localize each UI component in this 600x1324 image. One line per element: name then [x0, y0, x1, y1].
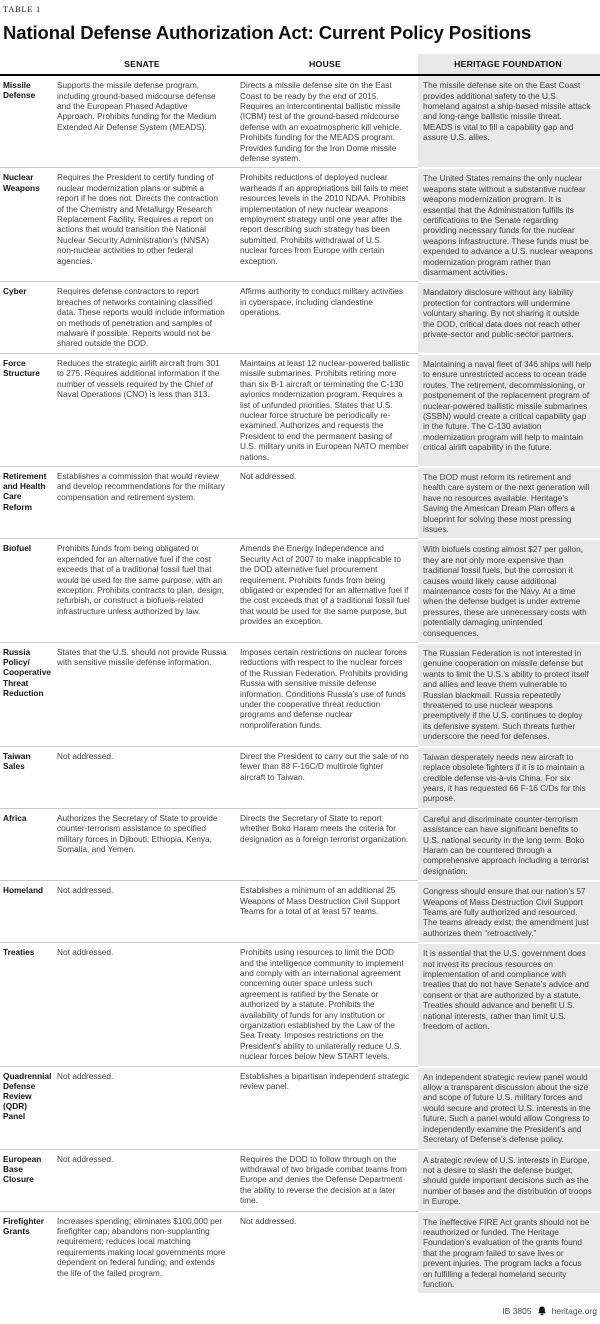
table-row: [0, 353, 600, 466]
table-number-label: TABLE 1: [3, 4, 41, 14]
row-topic-label: Russia Policy/ Cooperative Threat Reduction: [0, 642, 55, 746]
house-position-cell: Prohibits using resources to limit the DOD and the intelligence community to implement and comply with an international agreement concerning outer space unless such agreement is ratified by the Senate or authorized by a statute. Prohibits the availability of funds for any institution or organization established by the Law of the Sea Treaty. Imposes restrictions on the President’s ability to unilaterally reduce U.S. nuclear forces below New START levels.: [235, 942, 418, 1065]
row-topic-label: Retirement and Health Care Reform: [0, 466, 55, 538]
table-row: [0, 281, 600, 352]
heritage-position-cell: The ineffective FIRE Act grants should not be reauthorized or funded. The Heritage Foundation’s evaluation of the grants found that the program failed to save lives or prevent injuries. The program lacks a focus on fulfilling a federal homeland security function.: [418, 1211, 600, 1294]
heritage-position-cell: Careful and discriminate counter-terrorism assistance can have significant benefits to U.S. national security in the long term. Boko Haram can be countered through a comprehensive approach including a terrorist designation.: [418, 808, 600, 880]
row-topic-label: Nuclear Weapons: [0, 167, 55, 281]
house-position-cell: Maintains at least 12 nuclear-powered ballistic missile submarines. Prohibits retiring more than six B-1 aircraft or terminating the C-130 avionics modernization program. Requires a list of unfunded priorities. States that U.S. nuclear force structure be periodically re-examined. Authorizes and requests the President to end the permanent basing of U.S. military units in European NATO member nations.: [235, 353, 418, 466]
table-row: [0, 167, 600, 281]
house-position-cell: Direct the President to carry out the sale of no fewer than 88 F-16C/D multirole fighter aircraft to Taiwan.: [235, 746, 418, 808]
house-position-cell: Directs the Secretary of State to report whether Boko Haram meets the criteria for designation as a foreign terrorist organization.: [235, 808, 418, 880]
table-row: [0, 808, 600, 880]
table-row: [0, 466, 600, 538]
heritage-position-cell: It is essential that the U.S. government does not invest its precious resources on implementation of and compliance with treaties that do not have Senate’s advice and consent or that are authorized by a statute. Treaties should advance and benefit U.S. national interests, rather than limit U.S. freedom of action.: [418, 942, 600, 1065]
table-header-row: [0, 54, 600, 76]
table-row: [0, 746, 600, 808]
senate-position-cell: Not addressed.: [55, 880, 235, 942]
senate-position-cell: Establishes a commission that would review and develop recommendations for the military compensation and retirement system.: [55, 466, 235, 538]
row-topic-label: Biofuel: [0, 538, 55, 642]
house-position-cell: Requires the DOD to follow through on the withdrawal of two brigade combat teams from Europe and denies the Defense Department the ability to reverse the decision at a later time.: [235, 1149, 418, 1211]
policy-positions-table: [0, 54, 600, 1293]
row-topic-label: Cyber: [0, 281, 55, 352]
house-position-cell: Not addressed.: [235, 466, 418, 538]
table-row: [0, 942, 600, 1065]
table-row: [0, 76, 600, 167]
senate-position-cell: Authorizes the Secretary of State to provide counter-terrorism assistance to specified military forces in Djibouti, Ethiopia, Kenya, Somalia, and Yemen.: [55, 808, 235, 880]
senate-position-cell: Not addressed.: [55, 1066, 235, 1149]
table-row: [0, 538, 600, 642]
senate-position-cell: Not addressed.: [55, 746, 235, 808]
row-topic-label: Missile Defense: [3, 80, 36, 101]
house-position-cell: Imposes certain restrictions on nuclear forces reductions with respect to the nuclear forces of the Russian Federation. Prohibits providing Russia with sensitive missile defense information. Conditions Russia’s use of funds under the cooperative threat reduction programs and defense nuclear nonproliferation funds.: [235, 642, 418, 746]
heritage-position-cell: Maintaining a naval fleet of 346 ships will help to ensure unrestricted access to ocean trade routes. The retirement, decommissioning, or postponement of the replacement program of nuclear-powered ballistic missile submarines (SSBN) would create a critical capability gap in the future. The C-130 aviation modernization program will help to maintain critical airlift capability in the future.: [418, 353, 600, 466]
row-topic-label: Treaties: [0, 942, 55, 1065]
heritage-position-cell: With biofuels costing almost $27 per gallon, they are not only more expensive than traditional fossil fuels, but the corrosion it causes would likely cause additional maintenance costs for the Navy. At a time when the defense budget is under extreme pressures, these are unnecessary costs with potentially damaging unintended consequences.: [418, 538, 600, 642]
house-position-cell: Affirms authority to conduct military activities in cyberspace, including clandestine operations.: [235, 281, 418, 352]
footer: [0, 1306, 600, 1324]
row-topic-label: Force Structure: [0, 353, 55, 466]
document-page: [0, 4, 600, 1324]
senate-position-cell: Not addressed.: [55, 1149, 235, 1211]
row-topic-label: Firefighter Grants: [0, 1211, 55, 1294]
house-position-cell: Amends the Energy Independence and Security Act of 2007 to make inapplicable to the DOD alternative fuel procurement requirement. Prohibits funds from being obligated or expended for an alternative fuel if the cost exceeds that of a traditional fossil fuel that would be used for the same purpose, but provides an exception.: [235, 538, 418, 642]
senate-position-cell: Prohibits funds from being obligated or expended for an alternative fuel if the cost exceeds that of a traditional fossil fuel that would be used for the same purpose, with an exception. Prohibits contracts to plan, design, refurbish, or construct a biofuels-related infrastructure unless authorized by law.: [55, 538, 235, 642]
row-topic-label: European Base Closure: [0, 1149, 55, 1211]
site-url: heritage.org: [551, 1306, 597, 1317]
row-topic-label: Homeland: [0, 880, 55, 942]
senate-position-cell: Supports the missile defense program, including ground-based midcourse defense and the European Phased Adaptive Approach. Prohibits funding for the Medium Extended Air Defense System (MEADS).: [57, 80, 217, 132]
topic-column-header: [0, 63, 55, 74]
heritage-position-cell: Taiwan desperately needs new aircraft to replace obsolete fighters if it is to maintain a credible defense vis-à-vis China. For six years, it has requested 66 F-16 C/Ds for this purpose.: [418, 746, 600, 808]
heritage-position-cell: The DOD must reform its retirement and health care system or the next generation will have no resources available. Heritage’s Saving the American Dream Plan offers a blueprint for solving these most pressing issues.: [418, 466, 600, 538]
senate-position-cell: Not addressed.: [55, 942, 235, 1065]
heritage-position-cell: The United States remains the only nuclear weapons state without a substantive nuclear weapons modernization program. It is essential that the Administration fulfills its certifications to the Senate regarding providing necessary funds for the nuclear weapons infrastructure. These funds must be expended to advance a U.S. nuclear weapons modernization program rather than disarmament activities.: [418, 167, 600, 281]
table-row: [0, 1149, 600, 1211]
row-topic-label: Africa: [0, 808, 55, 880]
heritage-position-cell: Mandatory disclosure without any liability protection for contractors will undermine voluntary sharing. By not sharing it outside the DOD, critical data does not reach other private-sector and public-sector partners.: [418, 281, 600, 352]
house-column-header: HOUSE: [309, 59, 341, 70]
doc-id: IB 3805: [502, 1306, 532, 1317]
heritage-position-cell: Congress should ensure that our nation’s 57 Weapons of Mass Destruction Civil Support Teams are fully authorized and resourced. The teams already exist; the amendment just authorizes them “retroactively.”: [418, 880, 600, 942]
senate-position-cell: Requires the President to certify funding of nuclear modernization plans or submit a report if he does not. Directs the contraction of the Chemistry and Metallurgy Research Replacement Facility. Requires a report on actions that would transition the National Nuclear Security Administration’s (NNSA) non-nuclear activities to other federal agencies.: [55, 167, 235, 281]
table-row: [0, 642, 600, 746]
senate-column-header: SENATE: [124, 59, 160, 70]
house-position-cell: Directs a missile defense site on the East Coast to be ready by the end of 2015. Requires an intercontinental ballistic missile (ICBM) test of the ground-based midcourse defense with an exoatmospheric kill vehicle. Prohibits funding for the MEADS program. Provides funding for the Iron Dome missile defense system.: [240, 80, 402, 163]
senate-position-cell: States that the U.S. should not provide Russia with sensitive missile defense information.: [55, 642, 235, 746]
heritage-position-cell: A strategic review of U.S. interests in Europe, not a desire to slash the defense budget, should guide important decisions such as the number of bases and the distribution of troops in Europe.: [418, 1149, 600, 1211]
page-title: National Defense Authorization Act: Current Policy Positions: [3, 22, 532, 43]
senate-position-cell: Increases spending; eliminates $100,000 per firefighter cap; abandons non-supplanting requirement; reduces local matching requirements making local governments more dependent on federal funding; and extends the life of the failed program.: [55, 1211, 235, 1294]
house-position-cell: Not addressed.: [235, 1211, 418, 1294]
heritage-position-cell: An independent strategic review panel would allow a transparent discussion about the size and scope of future U.S. military forces and would secure and protect U.S. interests in the future. Such a panel would allow Congress to independently examine the President’s and Secretary of Defense’s defense policy.: [418, 1066, 600, 1149]
row-topic-label: Taiwan Sales: [0, 746, 55, 808]
senate-position-cell: Reduces the strategic airlift aircraft from 301 to 275. Requires additional information if the number of vessels required by the Chief of Naval Operations (CNO) is less than 313.: [55, 353, 235, 466]
table-row: [0, 1066, 600, 1149]
house-position-cell: Establishes a minimum of an additional 25 Weapons of Mass Destruction Civil Support Teams for a total of at least 57 teams.: [235, 880, 418, 942]
heritage-column-header: HERITAGE FOUNDATION: [418, 54, 600, 74]
table-row: [0, 880, 600, 942]
heritage-position-cell: The Russian Federation is not interested in genuine cooperation on missile defense but wants to limit the U.S.’s ability to protect itself and allies and leave them vulnerable to Russian blackmail. Russia repeatedly threatened to use nuclear weapons preemptively if the U.S. continues to deploy its defensive system. Such threats further underscore the need for defenses.: [418, 642, 600, 746]
senate-position-cell: Requires defense contractors to report breaches of networks containing classified data. These reports would include information on methods of penetration and samples of malware if possible. Reports would not be shared outside the DOD.: [55, 281, 235, 352]
liberty-bell-icon: [537, 1306, 547, 1316]
row-topic-label: Quadrennial Defense Review (QDR) Panel: [0, 1066, 55, 1149]
table-row: [0, 1211, 600, 1294]
house-position-cell: Prohibits reductions of deployed nuclear warheads if an appropriations bill fails to meet resources levels in the 2010 NDAA. Prohibits implementation of new nuclear weapons employment strategy until one year after the report describing such strategy has been submitted. Prohibits withdrawal of U.S. nuclear forces from Europe with certain exception.: [235, 167, 418, 281]
heritage-position-cell: The missile defense site on the East Coast provides additional safety to the U.S. homeland against a ship-based missile attack and long-range ballistic missile threat. MEADS is vital to fill a capability gap and assure U.S. allies.: [418, 76, 600, 167]
house-position-cell: Establishes a bipartisan independent strategic review panel.: [235, 1066, 418, 1149]
